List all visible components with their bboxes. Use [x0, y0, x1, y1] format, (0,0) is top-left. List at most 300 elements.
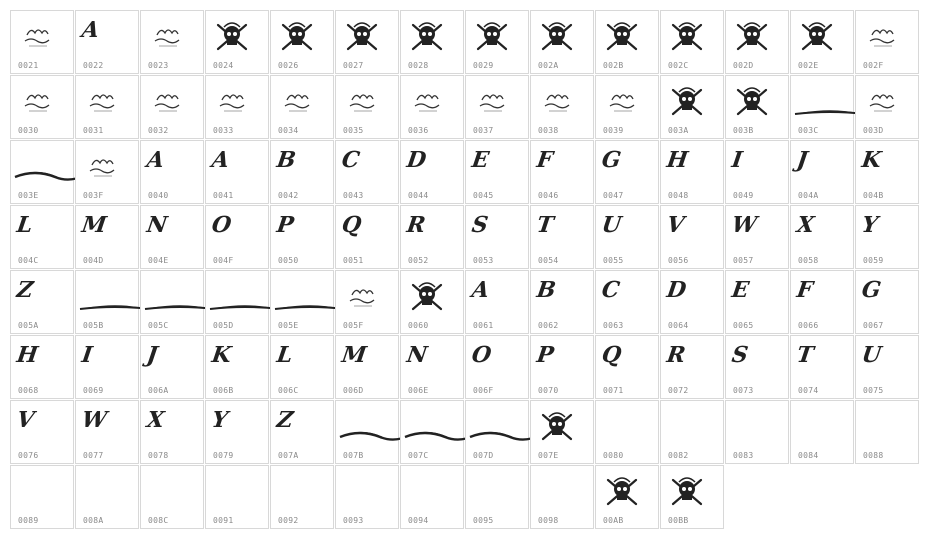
glyph-code-label: 006E	[408, 386, 429, 395]
glyph-code-label: 002F	[863, 61, 884, 70]
glyph-cell	[855, 205, 919, 269]
glyph-code-label: 008C	[148, 516, 169, 525]
glyph-code-label: 0030	[18, 126, 39, 135]
glyph-code-label: 0023	[148, 61, 169, 70]
glyph-cell	[75, 465, 139, 529]
letter-glyph: C	[340, 147, 362, 173]
letter-glyph: P	[275, 212, 296, 238]
glyph-cell	[75, 10, 139, 74]
glyph-code-label: 002A	[538, 61, 559, 70]
skull-icon	[535, 407, 579, 447]
glyph-code-label: 00BB	[668, 516, 689, 525]
glyph-code-label: 0094	[408, 516, 429, 525]
logo-icon	[80, 147, 124, 187]
letter-glyph: Q	[600, 342, 623, 368]
glyph-cell	[595, 400, 659, 464]
glyph-cell	[530, 335, 594, 399]
letter-glyph: L	[275, 342, 295, 368]
glyph-cell	[205, 140, 269, 204]
glyph-code-label: 0067	[863, 321, 884, 330]
glyph-cell	[400, 10, 464, 74]
swash-short-icon	[210, 277, 254, 317]
swash-long-icon	[405, 407, 449, 447]
glyph-cell	[205, 465, 269, 529]
glyph-cell	[790, 140, 854, 204]
glyph-cell	[595, 140, 659, 204]
glyph-cell	[465, 400, 529, 464]
logo-icon	[275, 82, 319, 122]
glyph-code-label: 0038	[538, 126, 559, 135]
glyph-cell	[10, 335, 74, 399]
glyph-code-label: 0066	[798, 321, 819, 330]
glyph-code-label: 0076	[18, 451, 39, 460]
glyph-code-label: 0048	[668, 191, 689, 200]
letter-glyph: M	[80, 212, 109, 238]
letter-glyph: O	[470, 342, 493, 368]
glyph-code-label: 0051	[343, 256, 364, 265]
glyph-cell	[400, 205, 464, 269]
letter-glyph: Y	[210, 407, 230, 433]
glyph-cell	[10, 10, 74, 74]
glyph-cell	[75, 400, 139, 464]
glyph-code-label: 0089	[18, 516, 39, 525]
glyph-cell	[400, 270, 464, 334]
skull-icon	[405, 17, 449, 57]
glyph-code-label: 0058	[798, 256, 819, 265]
glyph-code-label: 0088	[863, 451, 884, 460]
glyph-cell	[660, 75, 724, 139]
swash-short-icon	[275, 277, 319, 317]
glyph-code-label: 0091	[213, 516, 234, 525]
glyph-cell	[205, 205, 269, 269]
glyph-cell	[335, 140, 399, 204]
glyph-code-label: 0057	[733, 256, 754, 265]
glyph-code-label: 002B	[603, 61, 624, 70]
glyph-cell	[400, 400, 464, 464]
glyph-cell	[270, 140, 334, 204]
glyph-code-label: 004B	[863, 191, 884, 200]
glyph-cell	[660, 335, 724, 399]
skull-icon	[535, 17, 579, 57]
glyph-code-label: 004C	[18, 256, 39, 265]
letter-glyph: U	[600, 212, 624, 238]
logo-icon	[860, 82, 904, 122]
glyph-cell	[140, 140, 204, 204]
glyph-cell	[725, 205, 789, 269]
glyph-code-label: 006C	[278, 386, 299, 395]
letter-glyph: N	[405, 342, 429, 368]
glyph-code-label: 0074	[798, 386, 819, 395]
glyph-code-label: 008A	[83, 516, 104, 525]
glyph-code-label: 0045	[473, 191, 494, 200]
glyph-code-label: 0026	[278, 61, 299, 70]
glyph-code-label: 003E	[18, 191, 39, 200]
glyph-cell	[660, 400, 724, 464]
glyph-code-label: 0040	[148, 191, 169, 200]
glyph-cell	[335, 400, 399, 464]
glyph-cell	[400, 140, 464, 204]
glyph-cell	[595, 270, 659, 334]
glyph-cell	[725, 335, 789, 399]
glyph-cell	[530, 465, 594, 529]
glyph-code-label: 0070	[538, 386, 559, 395]
glyph-code-label: 0065	[733, 321, 754, 330]
glyph-code-label: 0095	[473, 516, 494, 525]
skull-icon	[730, 17, 774, 57]
swash-short-icon	[80, 277, 124, 317]
glyph-code-label: 0032	[148, 126, 169, 135]
glyph-code-label: 0052	[408, 256, 429, 265]
glyph-code-label: 0064	[668, 321, 689, 330]
skull-icon	[210, 17, 254, 57]
glyph-code-label: 0031	[83, 126, 104, 135]
letter-glyph: Z	[15, 277, 35, 303]
glyph-code-label: 005C	[148, 321, 169, 330]
glyph-code-label: 0077	[83, 451, 104, 460]
glyph-code-label: 0080	[603, 451, 624, 460]
logo-icon	[860, 17, 904, 57]
glyph-code-label: 007D	[473, 451, 494, 460]
glyph-cell	[140, 465, 204, 529]
glyph-cell	[205, 335, 269, 399]
glyph-cell	[205, 10, 269, 74]
skull-icon	[795, 17, 839, 57]
swash-long-icon	[340, 407, 384, 447]
glyph-cell	[855, 400, 919, 464]
glyph-cell	[75, 140, 139, 204]
glyph-cell	[335, 10, 399, 74]
glyph-code-label: 002D	[733, 61, 754, 70]
skull-icon	[665, 82, 709, 122]
glyph-code-label: 0071	[603, 386, 624, 395]
glyph-cell	[400, 335, 464, 399]
letter-glyph: F	[535, 147, 555, 173]
glyph-cell	[270, 400, 334, 464]
letter-glyph: T	[795, 342, 816, 368]
letter-glyph: I	[730, 147, 745, 173]
logo-icon	[340, 82, 384, 122]
glyph-code-label: 0049	[733, 191, 754, 200]
glyph-cell	[140, 10, 204, 74]
glyph-cell	[140, 205, 204, 269]
logo-icon	[145, 82, 189, 122]
glyph-cell	[465, 10, 529, 74]
letter-glyph: R	[665, 342, 688, 368]
letter-glyph: Q	[340, 212, 363, 238]
glyph-cell	[855, 10, 919, 74]
letter-glyph: D	[405, 147, 428, 173]
logo-icon	[15, 82, 59, 122]
glyph-code-label: 0083	[733, 451, 754, 460]
skull-icon	[405, 277, 449, 317]
letter-glyph: O	[210, 212, 233, 238]
glyph-cell	[465, 270, 529, 334]
glyph-cell	[660, 465, 724, 529]
glyph-cell	[140, 335, 204, 399]
glyph-cell	[660, 10, 724, 74]
glyph-code-label: 0059	[863, 256, 884, 265]
letter-glyph: L	[15, 212, 35, 238]
letter-glyph: K	[860, 147, 883, 173]
logo-icon	[340, 277, 384, 317]
glyph-cell	[595, 205, 659, 269]
glyph-cell	[270, 205, 334, 269]
glyph-code-label: 0053	[473, 256, 494, 265]
letter-glyph: G	[600, 147, 623, 173]
glyph-cell	[595, 465, 659, 529]
glyph-cell	[855, 140, 919, 204]
glyph-cell	[10, 140, 74, 204]
glyph-cell	[530, 270, 594, 334]
glyph-cell	[465, 75, 529, 139]
glyph-code-label: 006F	[473, 386, 494, 395]
glyph-code-label: 0079	[213, 451, 234, 460]
letter-glyph: D	[665, 277, 688, 303]
skull-icon	[600, 472, 644, 512]
letter-glyph: G	[860, 277, 883, 303]
glyph-cell	[400, 75, 464, 139]
glyph-cell	[595, 10, 659, 74]
glyph-cell	[10, 205, 74, 269]
swash-short-icon	[145, 277, 189, 317]
glyph-cell	[725, 10, 789, 74]
logo-icon	[210, 82, 254, 122]
glyph-code-label: 0050	[278, 256, 299, 265]
glyph-code-label: 0029	[473, 61, 494, 70]
letter-glyph: Z	[275, 407, 295, 433]
glyph-cell	[10, 270, 74, 334]
letter-glyph: X	[795, 212, 816, 238]
glyph-cell	[725, 270, 789, 334]
glyph-code-label: 004A	[798, 191, 819, 200]
glyph-cell	[530, 140, 594, 204]
glyph-cell	[465, 205, 529, 269]
glyph-cell	[335, 465, 399, 529]
glyph-cell	[855, 335, 919, 399]
glyph-cell	[75, 205, 139, 269]
logo-icon	[600, 82, 644, 122]
glyph-code-label: 002C	[668, 61, 689, 70]
glyph-cell	[790, 75, 854, 139]
letter-glyph: A	[80, 17, 101, 43]
swash-short-icon	[795, 82, 839, 122]
glyph-code-label: 0033	[213, 126, 234, 135]
glyph-cell	[790, 10, 854, 74]
glyph-cell	[270, 270, 334, 334]
glyph-cell	[270, 465, 334, 529]
skull-icon	[730, 82, 774, 122]
glyph-cell	[335, 270, 399, 334]
glyph-cell	[790, 205, 854, 269]
glyph-code-label: 0043	[343, 191, 364, 200]
glyph-code-label: 0061	[473, 321, 494, 330]
skull-icon	[665, 472, 709, 512]
glyph-code-label: 007C	[408, 451, 429, 460]
glyph-code-label: 0084	[798, 451, 819, 460]
glyph-cell	[75, 75, 139, 139]
skull-icon	[275, 17, 319, 57]
letter-glyph: I	[80, 342, 95, 368]
glyph-cell	[335, 205, 399, 269]
skull-icon	[665, 17, 709, 57]
glyph-code-label: 004F	[213, 256, 234, 265]
glyph-cell	[465, 465, 529, 529]
logo-icon	[470, 82, 514, 122]
glyph-cell	[595, 75, 659, 139]
glyph-cell	[660, 270, 724, 334]
glyph-cell	[530, 205, 594, 269]
swash-long-icon	[470, 407, 514, 447]
glyph-code-label: 0027	[343, 61, 364, 70]
glyph-code-label: 0044	[408, 191, 429, 200]
glyph-code-label: 0075	[863, 386, 884, 395]
logo-icon	[405, 82, 449, 122]
glyph-code-label: 0063	[603, 321, 624, 330]
glyph-cell	[530, 10, 594, 74]
glyph-code-label: 005E	[278, 321, 299, 330]
skull-icon	[340, 17, 384, 57]
logo-icon	[15, 17, 59, 57]
glyph-cell	[790, 270, 854, 334]
letter-glyph: V	[665, 212, 686, 238]
glyph-cell	[205, 400, 269, 464]
glyph-code-label: 0039	[603, 126, 624, 135]
glyph-cell	[270, 75, 334, 139]
glyph-code-label: 003B	[733, 126, 754, 135]
letter-glyph: K	[210, 342, 233, 368]
glyph-code-label: 0041	[213, 191, 234, 200]
glyph-code-label: 0055	[603, 256, 624, 265]
glyph-cell	[270, 335, 334, 399]
glyph-code-label: 002E	[798, 61, 819, 70]
glyph-cell	[725, 140, 789, 204]
letter-glyph: R	[405, 212, 428, 238]
glyph-cell	[790, 400, 854, 464]
glyph-code-label: 007B	[343, 451, 364, 460]
glyph-code-label: 0042	[278, 191, 299, 200]
glyph-code-label: 0078	[148, 451, 169, 460]
glyph-code-label: 005F	[343, 321, 364, 330]
glyph-cell	[725, 75, 789, 139]
glyph-cell	[855, 75, 919, 139]
letter-glyph: E	[730, 277, 751, 303]
glyph-cell	[10, 400, 74, 464]
letter-glyph: A	[470, 277, 491, 303]
letter-glyph: S	[730, 342, 750, 368]
letter-glyph: B	[535, 277, 558, 303]
glyph-cell	[335, 335, 399, 399]
glyph-code-label: 0047	[603, 191, 624, 200]
logo-icon	[80, 82, 124, 122]
letter-glyph: H	[15, 342, 40, 368]
glyph-cell	[855, 270, 919, 334]
swash-long-icon	[15, 147, 59, 187]
glyph-code-label: 004D	[83, 256, 104, 265]
letter-glyph: X	[145, 407, 166, 433]
glyph-code-label: 0046	[538, 191, 559, 200]
glyph-code-label: 005D	[213, 321, 234, 330]
glyph-code-label: 0022	[83, 61, 104, 70]
glyph-code-label: 0093	[343, 516, 364, 525]
skull-icon	[470, 17, 514, 57]
logo-icon	[535, 82, 579, 122]
logo-icon	[145, 17, 189, 57]
letter-glyph: E	[470, 147, 491, 173]
letter-glyph: F	[795, 277, 815, 303]
glyph-cell	[465, 140, 529, 204]
glyph-code-label: 003D	[863, 126, 884, 135]
letter-glyph: C	[600, 277, 622, 303]
letter-glyph: A	[145, 147, 166, 173]
glyph-code-label: 0062	[538, 321, 559, 330]
glyph-code-label: 0098	[538, 516, 559, 525]
glyph-cell	[530, 400, 594, 464]
glyph-cell	[205, 270, 269, 334]
glyph-code-label: 0037	[473, 126, 494, 135]
glyph-code-label: 0092	[278, 516, 299, 525]
glyph-grid	[10, 10, 920, 530]
letter-glyph: A	[210, 147, 231, 173]
glyph-cell	[660, 205, 724, 269]
glyph-cell	[530, 75, 594, 139]
glyph-cell	[10, 75, 74, 139]
glyph-cell	[140, 400, 204, 464]
glyph-cell	[465, 335, 529, 399]
glyph-cell	[595, 335, 659, 399]
glyph-cell	[75, 270, 139, 334]
letter-glyph: M	[340, 342, 369, 368]
glyph-code-label: 0036	[408, 126, 429, 135]
glyph-cell	[335, 75, 399, 139]
glyph-cell	[140, 270, 204, 334]
skull-icon	[600, 17, 644, 57]
glyph-cell	[660, 140, 724, 204]
glyph-cell	[400, 465, 464, 529]
glyph-cell	[140, 75, 204, 139]
glyph-code-label: 0054	[538, 256, 559, 265]
glyph-code-label: 003F	[83, 191, 104, 200]
glyph-code-label: 007A	[278, 451, 299, 460]
glyph-code-label: 0082	[668, 451, 689, 460]
glyph-code-label: 0069	[83, 386, 104, 395]
letter-glyph: W	[80, 407, 109, 433]
glyph-code-label: 007E	[538, 451, 559, 460]
glyph-cell	[10, 465, 74, 529]
glyph-code-label: 003C	[798, 126, 819, 135]
glyph-code-label: 00AB	[603, 516, 624, 525]
glyph-code-label: 0035	[343, 126, 364, 135]
letter-glyph: S	[470, 212, 490, 238]
glyph-code-label: 0068	[18, 386, 39, 395]
glyph-code-label: 004E	[148, 256, 169, 265]
letter-glyph: U	[860, 342, 884, 368]
glyph-cell	[270, 10, 334, 74]
glyph-code-label: 0024	[213, 61, 234, 70]
glyph-cell	[725, 400, 789, 464]
letter-glyph: V	[15, 407, 36, 433]
glyph-cell	[790, 335, 854, 399]
glyph-code-label: 006D	[343, 386, 364, 395]
letter-glyph: J	[145, 342, 160, 368]
letter-glyph: J	[795, 147, 810, 173]
glyph-code-label: 006A	[148, 386, 169, 395]
glyph-code-label: 0056	[668, 256, 689, 265]
glyph-code-label: 005B	[83, 321, 104, 330]
glyph-code-label: 0021	[18, 61, 39, 70]
glyph-code-label: 005A	[18, 321, 39, 330]
letter-glyph: W	[730, 212, 759, 238]
letter-glyph: B	[275, 147, 298, 173]
